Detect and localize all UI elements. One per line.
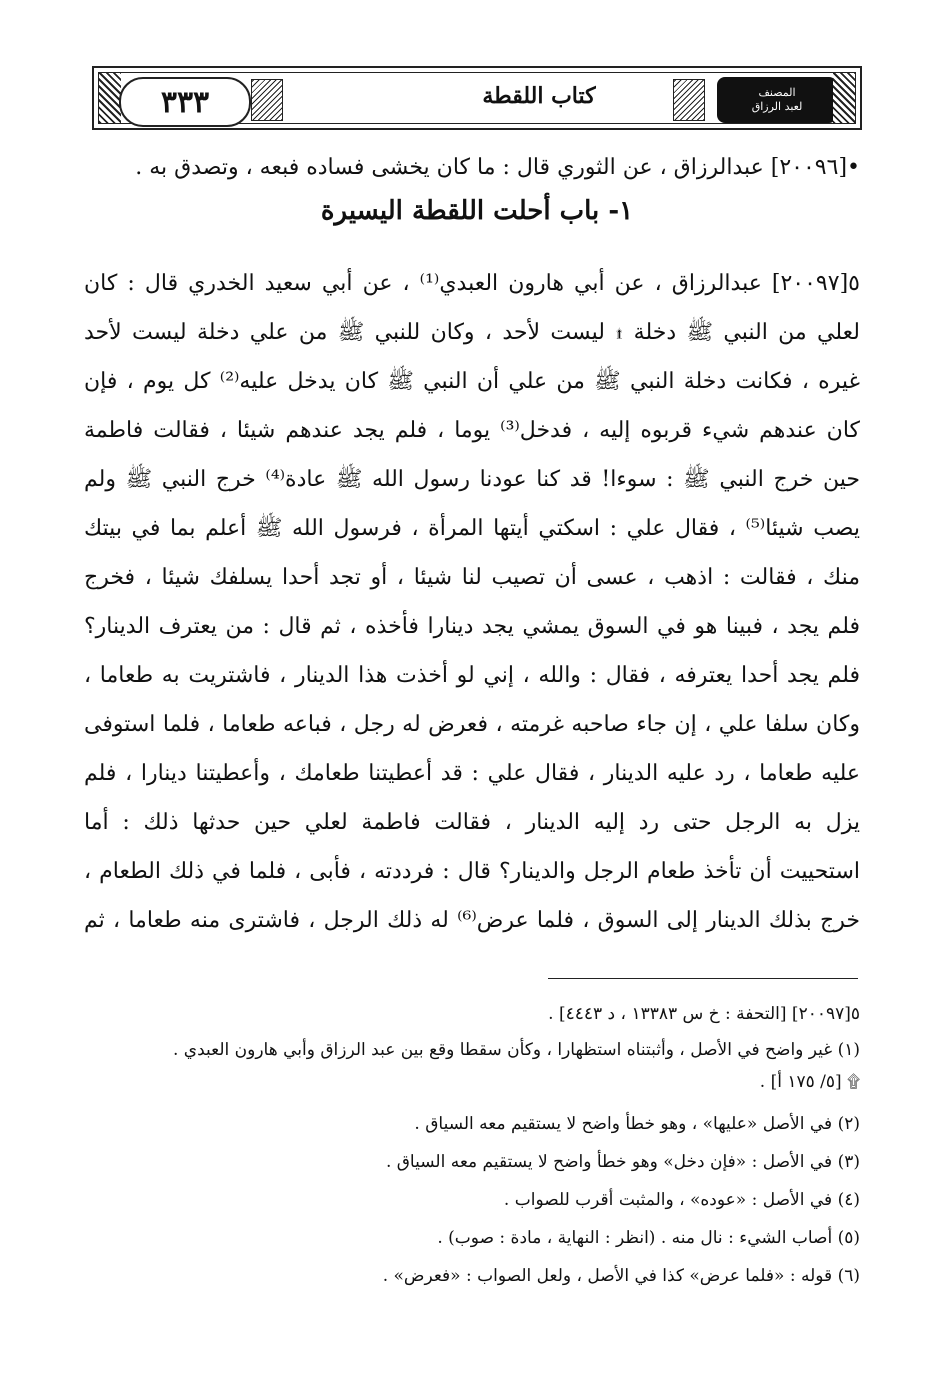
body-line: فلم يجد أحدا يعترفه ، فقال : والله ، إني لو أخذت هذا الدينار ، فاشتريت به طعاما ، bbox=[84, 663, 860, 688]
page-number: ٣٣٣ bbox=[119, 77, 251, 127]
body-line: لعلي من النبي ﷺ دخلة ۩ ليست لأحد ، وكان للنبي ﷺ من علي دخلة ليست لأحد bbox=[84, 320, 860, 345]
footnote-2: (٢) في الأصل «عليها» ، وهو خطأ واضح لا يستقيم معه السياق . bbox=[414, 1114, 860, 1134]
footnote-5: (٥) أصاب الشيء : نال منه . (انظر : النهاية ، مادة : صوب) . bbox=[437, 1228, 860, 1248]
body-line: خرج بذلك الدينار إلى السوق ، فلما عرض⁽⁶⁾ له ذلك الرجل ، فاشترى منه طعاما ، ثم bbox=[84, 908, 860, 933]
body-line: ٥[٢٠٠٩٧] عبدالرزاق ، عن أبي هارون العبدي⁽¹⁾ ، عن أبي سعيد الخدري قال : كان bbox=[84, 271, 860, 296]
body-line: حين خرج النبي ﷺ : سوءا! قد كنا عودنا رسول الله ﷺ عادة⁽⁴⁾ خرج النبي ﷺ ولم bbox=[84, 467, 860, 492]
header-frame bbox=[98, 72, 856, 124]
footnote-4: (٤) في الأصل : «عوده» ، والمثبت أقرب للصواب . bbox=[503, 1190, 860, 1210]
body-line: يصب شيئا⁽⁵⁾ ، فقال علي : اسكتي أيتها المرأة ، فرسول الله ﷺ أعلم بما في بيتك bbox=[84, 516, 860, 541]
body-line: استحييت أن تأخذ طعام الرجل والدينار؟ قال : فرددته ، فأبى ، فلما في ذلك الطعام ، bbox=[84, 859, 860, 884]
footnote-source: ٥[٢٠٠٩٧] [التحفة : خ س ١٣٣٨٣ ، د ٤٤٤٣] . bbox=[548, 1004, 860, 1024]
body-line: غيره ، فكانت دخلة النبي ﷺ من علي أن النبي ﷺ كان يدخل عليه⁽²⁾ كل يوم ، فإن bbox=[84, 369, 860, 394]
ornament-right bbox=[833, 73, 855, 123]
footnote-1: (١) غير واضح في الأصل ، وأثبتناه استظهارا ، وكأن سقطا وقع بين عبد الرزاق وأبي هارون العبدي . bbox=[172, 1040, 860, 1060]
ornament-left bbox=[99, 73, 121, 123]
body-line: وكان سلفا علي ، إن جاء صاحبه غرمته ، فعرض له رجل ، فباعه طعاما ، فلما استوفى bbox=[84, 712, 860, 737]
footnote-separator bbox=[548, 978, 858, 979]
logo-line-2: لعبد الرزاق bbox=[751, 100, 803, 113]
body-line: منك ، فقالت : اذهب ، عسى أن تصيب لنا شيئا ، أو تجد أحدا يسلفك شيئا ، فخرج bbox=[84, 565, 860, 590]
book-title: كتاب اللقطة bbox=[482, 83, 596, 109]
footnote-3: (٣) في الأصل : «فإن دخل» وهو خطأ واضح لا يستقيم معه السياق . bbox=[385, 1152, 860, 1172]
body-line: كان عندهم شيء قربوه إليه ، فدخل⁽³⁾ يوما ، فلم يجد عندهم شيئا ، فقالت فاطمة bbox=[84, 418, 860, 443]
ornament-emblem-left bbox=[251, 79, 283, 121]
body-line: يزل به الرجل حتى رد إليه الدينار ، فقالت فاطمة لعلي حين حدثها ذلك : أما bbox=[84, 810, 860, 835]
intro-line: •[٢٠٠٩٦] عبدالرزاق ، عن الثوري قال : ما كان يخشى فساده فبعه ، وتصدق به . bbox=[135, 155, 860, 180]
logo-line-1: المصنف bbox=[758, 86, 796, 99]
body-line: فلم يجد ، فبينا هو في السوق يمشي يجد دينارا فأخذه ، ثم قال : من يعترف الدينار؟ bbox=[84, 614, 860, 639]
footnote-page-marker: ۩ [٥/ ١٧٥ أ] . bbox=[759, 1072, 860, 1092]
footnote-6: (٦) قوله : «فلما عرض» كذا في الأصل ، ولعل الصواب : «فعرض» . bbox=[382, 1266, 860, 1286]
publisher-logo bbox=[717, 77, 837, 123]
chapter-heading: ١- باب أحلت اللقطة اليسيرة bbox=[320, 196, 634, 226]
page-header bbox=[92, 66, 862, 130]
body-line: عليه طعاما ، رد عليه الدينار ، فقال علي : قد أعطيتنا طعامك ، وأعطيتنا دينارا ، فلم bbox=[84, 761, 860, 786]
ornament-emblem-right bbox=[673, 79, 705, 121]
